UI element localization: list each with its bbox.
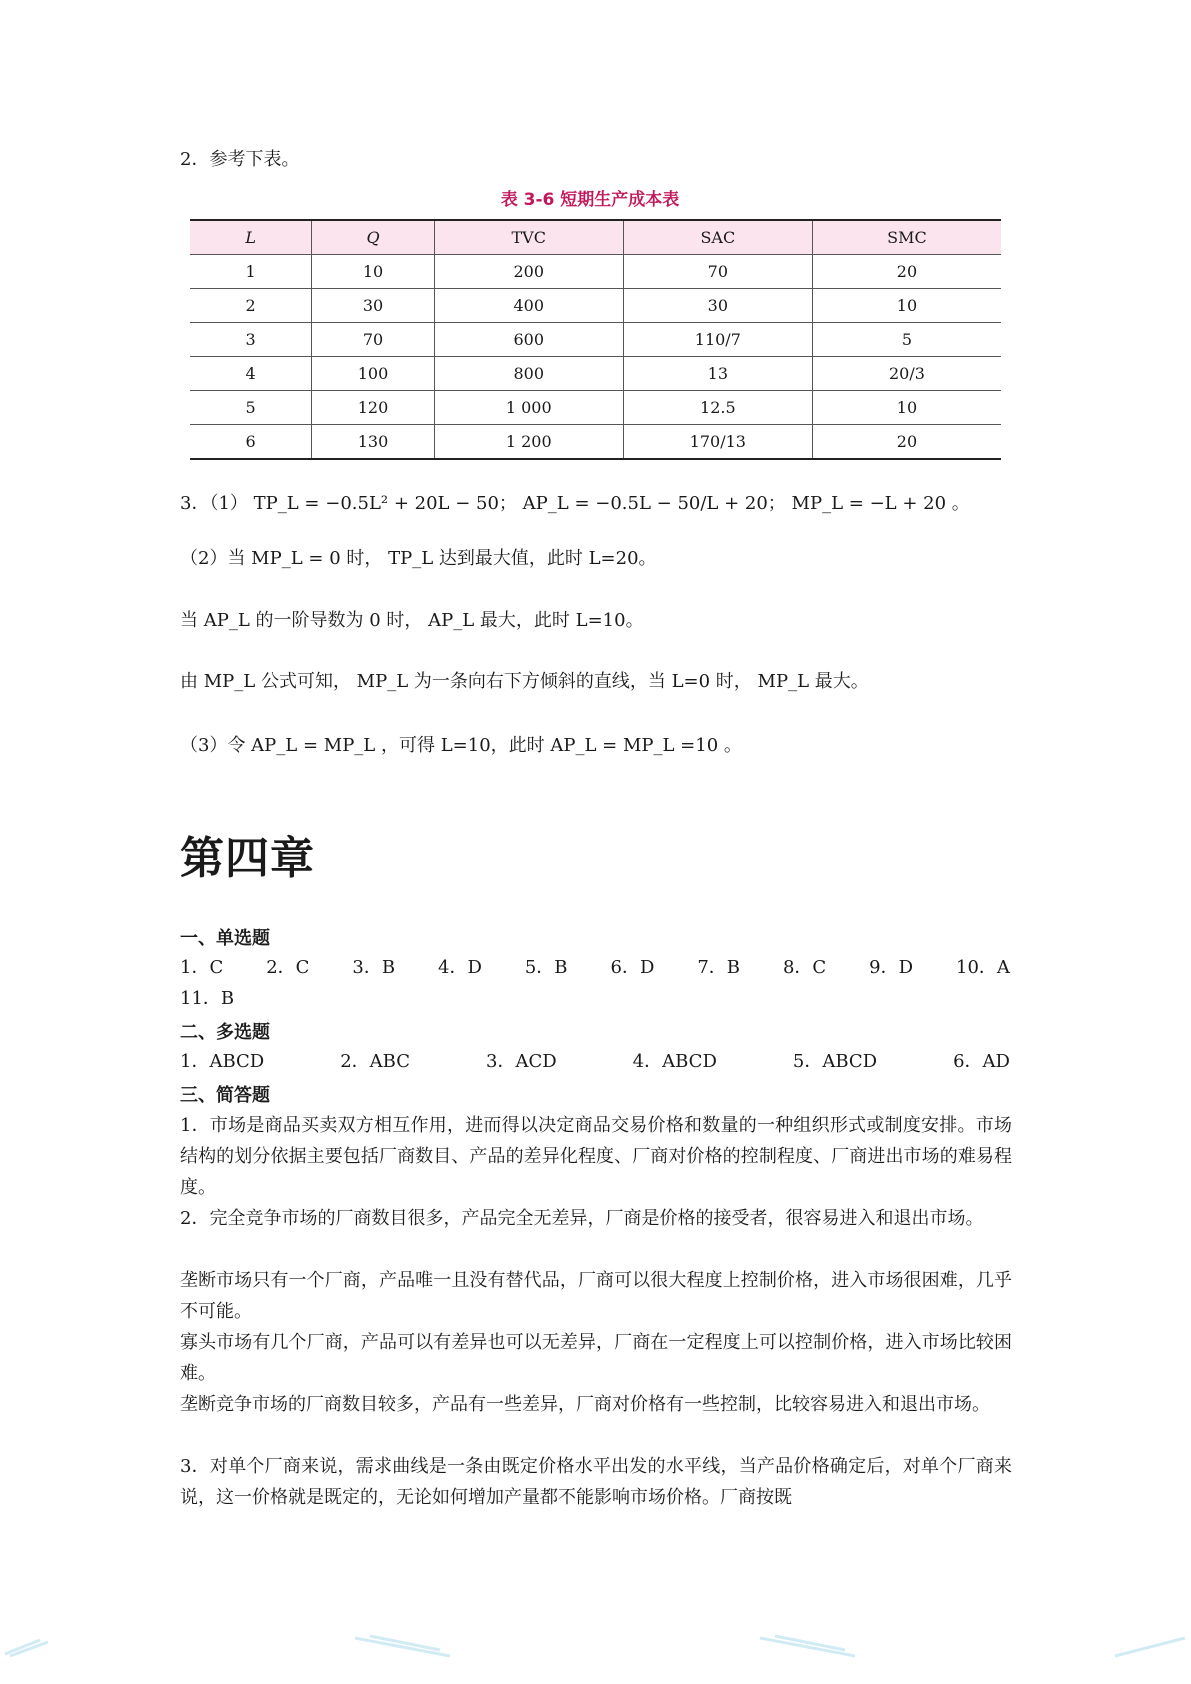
question-3-prefix: 3．（1）: [180, 493, 248, 514]
header-cell: SMC: [812, 220, 1001, 255]
answer-item: 5．B: [524, 957, 568, 978]
question-3-ap-max: 当 AP_L 的一阶导数为 0 时， AP_L 最大，此时 L=10。: [180, 610, 644, 631]
table-cell: 10: [812, 289, 1001, 323]
header-cell: L: [190, 220, 312, 255]
header-cell: TVC: [434, 220, 623, 255]
table-cell: 5: [190, 391, 312, 425]
short-run-cost-table: [190, 219, 1001, 460]
section-single-choice-title: 一、单选题: [180, 928, 270, 949]
table-cell: 170/13: [623, 425, 812, 460]
short-answer-paragraph: 寡头市场有几个厂商，产品可以有差异也可以无差异，厂商在一定程度上可以控制价格，进入市场比较困难。: [180, 1332, 1012, 1384]
table-caption: 表 3-6 短期生产成本表: [500, 190, 680, 210]
ap-equation: AP_L = −0.5L − 50/L + 20；: [522, 493, 786, 514]
table-cell: 12.5: [623, 391, 812, 425]
table-cell: 200: [434, 255, 623, 289]
answer-item: 11．B: [180, 988, 235, 1009]
answer-item: 2．C: [266, 957, 310, 978]
table-row: [190, 323, 1001, 357]
header-cell: SAC: [623, 220, 812, 255]
answer-item: 5．ABCD: [792, 1051, 878, 1072]
chapter-title: 第四章: [180, 833, 315, 884]
answer-item: 4．ABCD: [632, 1051, 717, 1072]
short-answer-paragraph: 垄断市场只有一个厂商，产品唯一且没有替代品，厂商可以很大程度上控制价格，进入市场很困难，几乎不可能。: [180, 1270, 1012, 1322]
table-cell: 110/7: [623, 323, 812, 357]
table-cell: 20: [812, 425, 1001, 460]
header-cell: Q: [312, 220, 434, 255]
table-cell: 1 000: [434, 391, 623, 425]
answer-item: 9．D: [869, 957, 914, 978]
section-multi-choice-title: 二、多选题: [180, 1022, 270, 1043]
table-cell: 5: [812, 323, 1001, 357]
table-row: [190, 391, 1001, 425]
table-cell: 130: [312, 425, 434, 460]
answer-item: 6．AD: [953, 1051, 1010, 1072]
table-cell: 1: [190, 255, 312, 289]
watermark-icon: [0, 1632, 110, 1660]
answer-item: 3．B: [352, 957, 396, 978]
table-row: [190, 255, 1001, 289]
table-cell: 3: [190, 323, 312, 357]
answer-item: 6．D: [610, 957, 655, 978]
table-cell: 20/3: [812, 357, 1001, 391]
table-cell: 10: [312, 255, 434, 289]
table-cell: 30: [312, 289, 434, 323]
watermark-icon: [755, 1632, 865, 1660]
table-cell: 800: [434, 357, 623, 391]
answer-item: 1．C: [180, 957, 224, 978]
table-header-row: [190, 220, 1001, 255]
question-3-mp-max: 由 MP_L 公式可知， MP_L 为一条向右下方倾斜的直线，当 L=0 时， MP_L 最大。: [180, 671, 869, 692]
table-cell: 1 200: [434, 425, 623, 460]
question-3-part-2: （2）当 MP_L = 0 时， TP_L 达到最大值，此时 L=20。: [180, 548, 657, 569]
question-3-part-3: （3）令 AP_L = MP_L ，可得 L=10，此时 AP_L = MP_L =10 。: [180, 735, 742, 756]
short-answer-paragraph: 1．市场是商品买卖双方相互作用，进而得以决定商品交易价格和数量的一种组织形式或制度安排。市场结构的划分依据主要包括厂商数目、产品的差异化程度、厂商对价格的控制程度、厂商进出市场的难易程度。: [180, 1115, 1012, 1198]
answer-item: 8．C: [782, 957, 827, 978]
watermark-icon: [1110, 1632, 1190, 1660]
table-row: [190, 425, 1001, 460]
answer-item: 2．ABC: [340, 1051, 411, 1072]
table-cell: 6: [190, 425, 312, 460]
multi-choice-answers: [180, 1050, 1010, 1074]
table-cell: 30: [623, 289, 812, 323]
section-short-answer-title: 三、简答题: [180, 1085, 270, 1106]
answer-item: 3．ACD: [486, 1051, 557, 1072]
question-2-heading: 2．参考下表。: [180, 149, 300, 170]
table-cell: 10: [812, 391, 1001, 425]
answer-item: 10．A: [956, 957, 1010, 978]
table-cell: 2: [190, 289, 312, 323]
table-row: [190, 357, 1001, 391]
answer-item: 7．B: [697, 957, 741, 978]
table-cell: 400: [434, 289, 623, 323]
table-cell: 120: [312, 391, 434, 425]
table-cell: 4: [190, 357, 312, 391]
table-cell: 70: [623, 255, 812, 289]
short-answer-paragraph: 垄断竞争市场的厂商数目较多，产品有一些差异，厂商对价格有一些控制，比较容易进入和退出市场。: [180, 1394, 990, 1415]
single-choice-answers: [180, 956, 1010, 980]
watermark-icon: [350, 1632, 460, 1660]
mp-equation: MP_L = −L + 20 。: [791, 493, 970, 514]
table-row: [190, 289, 1001, 323]
table-cell: 100: [312, 357, 434, 391]
answer-item: 4．D: [438, 957, 482, 978]
table-cell: 600: [434, 323, 623, 357]
tp-equation: TP_L = −0.5L² + 20L − 50；: [253, 493, 517, 514]
question-3-equations: [180, 477, 970, 531]
table-cell: 70: [312, 323, 434, 357]
short-answer-paragraph: 2．完全竞争市场的厂商数目很多，产品完全无差异，厂商是价格的接受者，很容易进入和退出市场。: [180, 1208, 984, 1229]
table-cell: 13: [623, 357, 812, 391]
short-answer-paragraph: 3．对单个厂商来说，需求曲线是一条由既定价格水平出发的水平线，当产品价格确定后，对单个厂商来说，这一价格就是既定的，无论如何增加产量都不能影响市场价格。厂商按既: [180, 1456, 1012, 1508]
table-cell: 20: [812, 255, 1001, 289]
answer-item: 1．ABCD: [180, 1051, 265, 1072]
